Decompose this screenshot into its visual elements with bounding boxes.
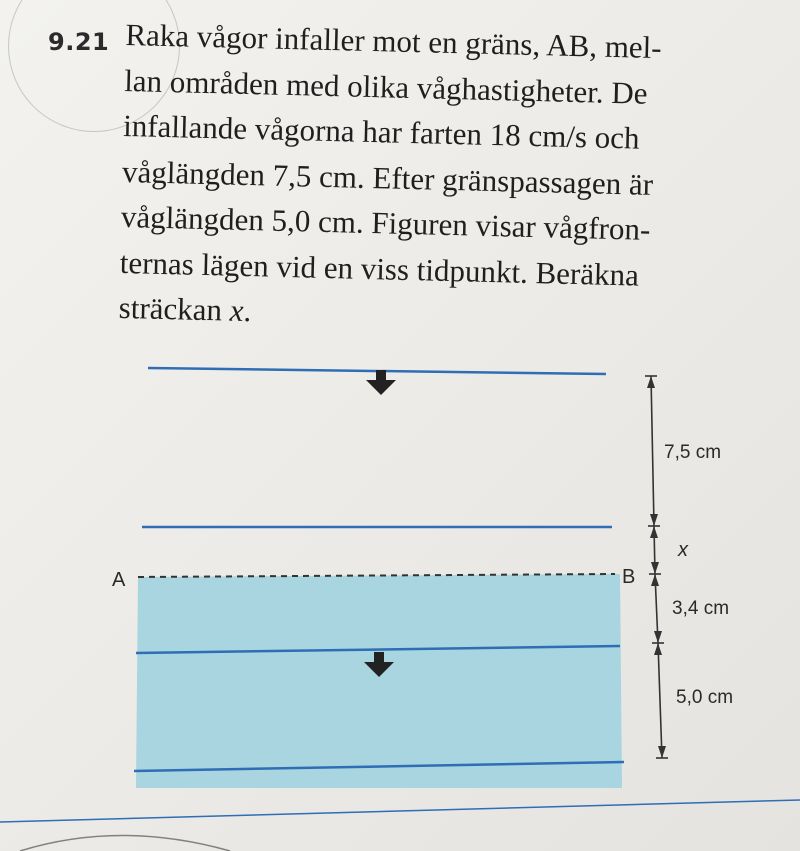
dim-label-x: x <box>678 539 688 561</box>
dim-label-wavelength-2: 5,0 cm <box>676 687 734 708</box>
problem-line-4: våglängden 7,5 cm. Efter gränspassagen är <box>121 153 654 202</box>
dim-label-wavelength-1: 7,5 cm <box>664 442 722 463</box>
dimension-arrowheads <box>647 376 666 758</box>
arrow-down-icon <box>366 370 396 395</box>
problem-line-7-prefix: sträckan <box>118 289 231 328</box>
problem-line-5: våglängden 5,0 cm. Figuren visar vågfron- <box>120 198 651 247</box>
problem-line-6: ternas lägen vid en viss tidpunkt. Beräkna <box>119 244 640 293</box>
page-rule <box>0 800 800 822</box>
label-b: B <box>622 566 636 588</box>
dim-label-distance: 3,4 cm <box>672 598 730 619</box>
label-a: A <box>112 569 126 591</box>
problem-line-3: infallande vågorna har farten 18 cm/s och <box>122 107 640 156</box>
problem-number: 9.21 <box>48 28 110 56</box>
variable-x: x <box>229 292 244 328</box>
problem-line-7-suffix: . <box>243 292 252 329</box>
problem-line-2: lan områden med olika våghastigheter. De <box>123 62 649 111</box>
pencil-arc-mark <box>20 836 230 851</box>
problem-line-1: Raka vågor infaller mot en gräns, AB, mel- <box>125 16 663 66</box>
slow-medium-region <box>136 574 622 788</box>
